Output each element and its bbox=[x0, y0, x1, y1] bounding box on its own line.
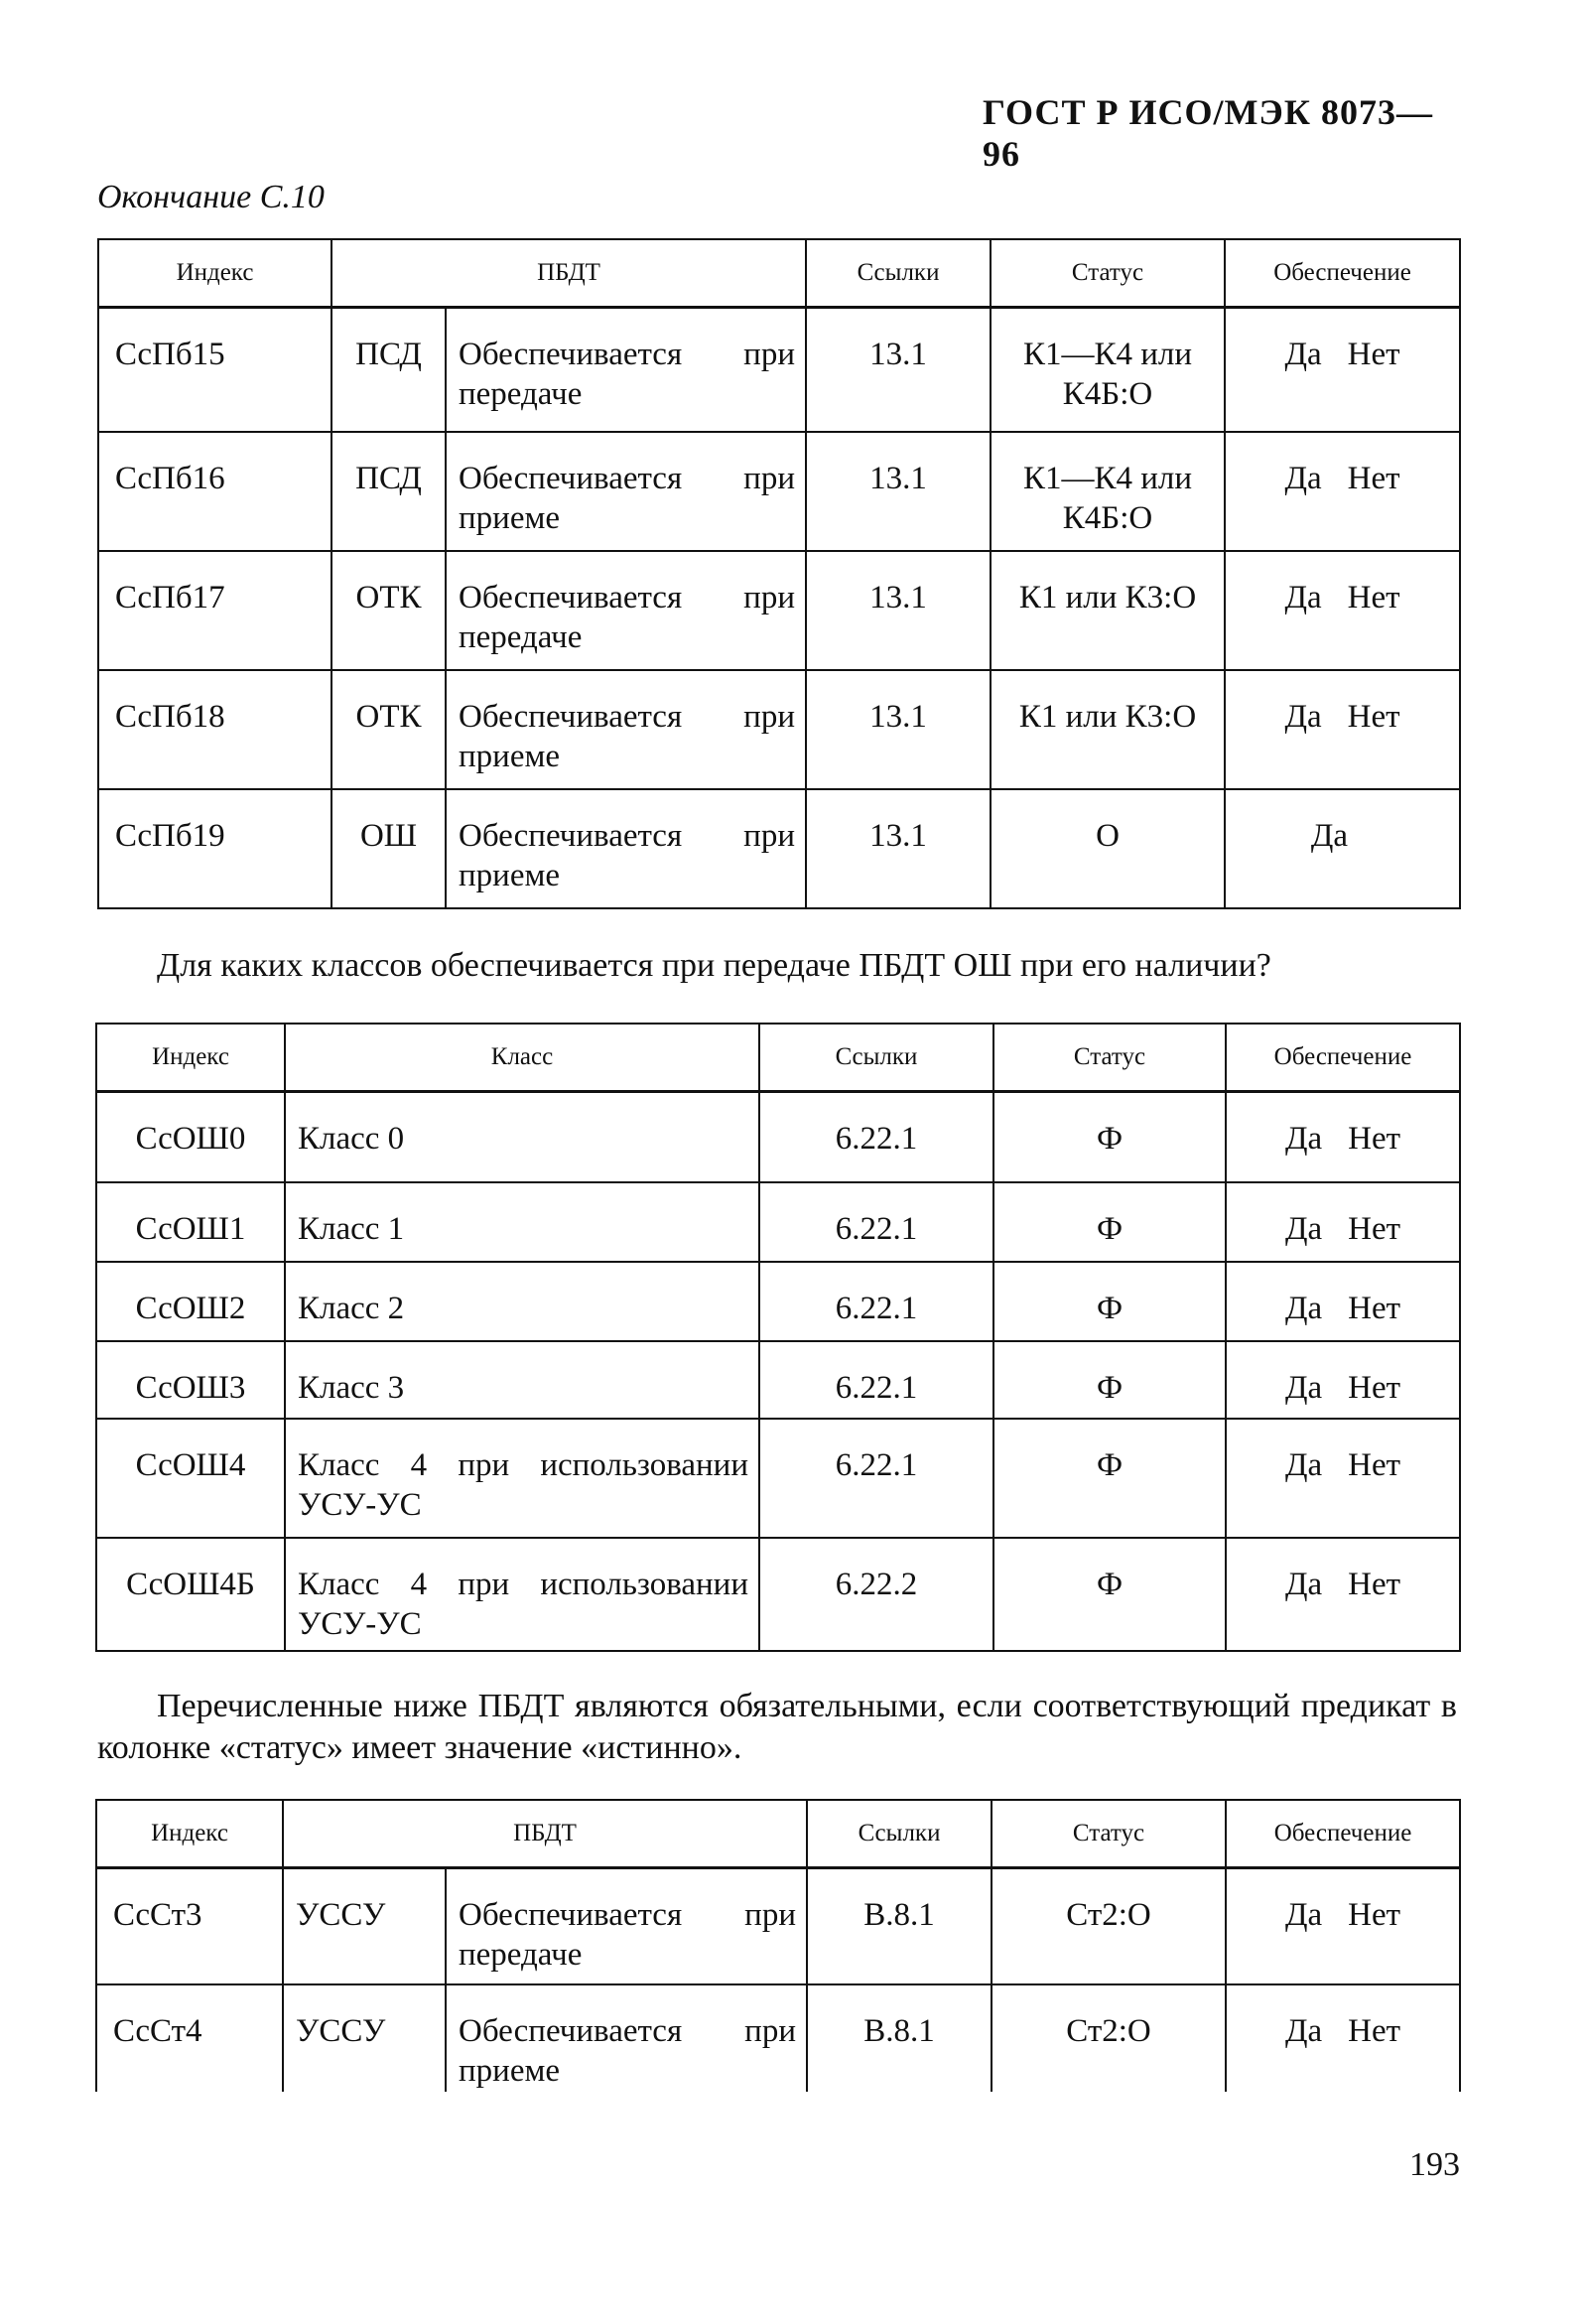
cell-status: Ф bbox=[993, 1419, 1226, 1538]
cell-class: Класс 2 bbox=[285, 1262, 759, 1341]
cell-provision bbox=[1226, 1867, 1460, 1984]
header-refs: Ссылки bbox=[807, 1800, 992, 1867]
cell-code: ОШ bbox=[331, 789, 446, 908]
provision-no: Нет bbox=[1347, 336, 1400, 372]
cell-ref: 13.1 bbox=[806, 670, 991, 789]
provision-yes: Да bbox=[1284, 336, 1322, 372]
cell-desc: Обеспечивается при передаче bbox=[446, 307, 806, 432]
header-pbdt: ПБДТ bbox=[331, 239, 806, 307]
cell-ref: 13.1 bbox=[806, 551, 991, 670]
table-row bbox=[96, 1984, 1460, 2092]
cell-status: К1—К4 или К4Б:О bbox=[991, 307, 1225, 432]
cell-provision bbox=[1226, 1262, 1460, 1341]
cell-ref: 6.22.1 bbox=[759, 1182, 993, 1262]
provision-yes: Да bbox=[1284, 1896, 1323, 1933]
cell-desc: Обеспечивается при передаче bbox=[446, 551, 806, 670]
mandatory-note: Перечисленные ниже ПБДТ являются обязательными, если соответствующий предикат в колонке «статус» имеет значение «истинно». bbox=[97, 1688, 1457, 1766]
provision-yes: Да bbox=[1284, 1120, 1323, 1157]
provision-no: Нет bbox=[1348, 1291, 1401, 1326]
cell-provision bbox=[1225, 670, 1460, 789]
cell-ref: 6.22.1 bbox=[759, 1341, 993, 1419]
provision-no: Нет bbox=[1347, 580, 1400, 615]
cell-code: ОТК bbox=[331, 551, 446, 670]
cell-provision bbox=[1226, 1984, 1460, 2092]
cell-code: ПСД bbox=[331, 432, 446, 551]
table-pbdt-1 bbox=[97, 238, 1461, 909]
provision-yes: Да bbox=[1284, 1291, 1323, 1326]
cell-status: Ф bbox=[993, 1341, 1226, 1419]
provision-yes: Да bbox=[1284, 1567, 1323, 1602]
cell-class: Класс 4 при использовании УСУ-УС bbox=[285, 1419, 759, 1538]
cell-provision bbox=[1226, 1341, 1460, 1419]
cell-status: Ф bbox=[993, 1182, 1226, 1262]
cell-provision bbox=[1226, 1419, 1460, 1538]
page-number: 193 bbox=[1409, 2146, 1460, 2183]
cell-status: Ст2:О bbox=[992, 1867, 1226, 1984]
cell-ref: 6.22.1 bbox=[759, 1091, 993, 1182]
cell-ref: 13.1 bbox=[806, 789, 991, 908]
cell-desc: Обеспечивается при приеме bbox=[446, 432, 806, 551]
provision-yes: Да bbox=[1284, 1447, 1323, 1483]
cell-index: СсОШ4 bbox=[96, 1419, 285, 1538]
cell-provision bbox=[1226, 1091, 1460, 1182]
cell-provision bbox=[1226, 1538, 1460, 1651]
cell-desc: Обеспечивается при приеме bbox=[446, 1984, 807, 2092]
cell-status: Ст2:О bbox=[992, 1984, 1226, 2092]
header-refs: Ссылки bbox=[759, 1024, 993, 1091]
table-pbdt-2 bbox=[95, 1799, 1461, 2092]
provision-yes: Да bbox=[1284, 1370, 1323, 1406]
provision-no: Нет bbox=[1348, 1896, 1401, 1933]
cell-provision bbox=[1225, 307, 1460, 432]
cell-desc: Обеспечивается при передаче bbox=[446, 1867, 807, 1984]
table-row bbox=[96, 1091, 1460, 1182]
provision-no: Нет bbox=[1348, 1211, 1401, 1247]
header-provision: Обеспечение bbox=[1225, 239, 1460, 307]
header-status: Статус bbox=[991, 239, 1225, 307]
cell-index: СсОШ3 bbox=[96, 1341, 285, 1419]
cell-status: Ф bbox=[993, 1538, 1226, 1651]
cell-ref: 13.1 bbox=[806, 307, 991, 432]
table-row bbox=[96, 1867, 1460, 1984]
cell-status: К1 или К3:О bbox=[991, 551, 1225, 670]
table-row bbox=[98, 789, 1460, 908]
cell-index: СсОШ2 bbox=[96, 1262, 285, 1341]
cell-ref: 13.1 bbox=[806, 432, 991, 551]
cell-provision bbox=[1226, 1182, 1460, 1262]
cell-class: Класс 1 bbox=[285, 1182, 759, 1262]
provision-yes: Да bbox=[1284, 580, 1322, 615]
provision-yes: Да bbox=[1284, 2013, 1323, 2049]
cell-ref: 6.22.2 bbox=[759, 1538, 993, 1651]
cell-provision bbox=[1225, 789, 1460, 908]
provision-no: Нет bbox=[1348, 1567, 1401, 1602]
question-text: Для каких классов обеспечивается при передаче ПБДТ ОШ при его наличии? bbox=[157, 947, 1271, 984]
provision-no: Нет bbox=[1348, 1370, 1401, 1406]
cell-desc: Обеспечивается при приеме bbox=[446, 670, 806, 789]
cell-code: ОТК bbox=[331, 670, 446, 789]
table-row bbox=[96, 1538, 1460, 1651]
cell-index: СсПб19 bbox=[98, 789, 331, 908]
cell-class: Класс 3 bbox=[285, 1341, 759, 1419]
provision-no: Нет bbox=[1348, 1120, 1401, 1157]
cell-code: УССУ bbox=[283, 1984, 446, 2092]
cell-status: Ф bbox=[993, 1091, 1226, 1182]
header-provision: Обеспечение bbox=[1226, 1800, 1460, 1867]
cell-ref: 6.22.1 bbox=[759, 1262, 993, 1341]
table-row bbox=[98, 670, 1460, 789]
cell-index: СсСт4 bbox=[96, 1984, 283, 2092]
provision-no: Нет bbox=[1347, 699, 1400, 735]
table-row bbox=[98, 551, 1460, 670]
table-classes bbox=[95, 1023, 1461, 1652]
cell-ref: В.8.1 bbox=[807, 1984, 992, 2092]
cell-index: СсОШ4Б bbox=[96, 1538, 285, 1651]
cell-status: К1 или К3:О bbox=[991, 670, 1225, 789]
cell-desc: Обеспечивается при приеме bbox=[446, 789, 806, 908]
table-row bbox=[98, 432, 1460, 551]
provision-no: Нет bbox=[1347, 461, 1400, 496]
cell-code: ПСД bbox=[331, 307, 446, 432]
cell-class: Класс 4 при использовании УСУ-УС bbox=[285, 1538, 759, 1651]
document-header: ГОСТ Р ИСО/МЭК 8073—96 bbox=[983, 92, 1433, 174]
cell-status: Ф bbox=[993, 1262, 1226, 1341]
header-index: Индекс bbox=[96, 1024, 285, 1091]
table-row bbox=[96, 1419, 1460, 1538]
cell-index: СсСт3 bbox=[96, 1867, 283, 1984]
cell-code: УССУ bbox=[283, 1867, 446, 1984]
cell-class: Класс 0 bbox=[285, 1091, 759, 1182]
cell-index: СсПб17 bbox=[98, 551, 331, 670]
table-caption: Окончание С.10 bbox=[97, 179, 325, 215]
cell-status: К1—К4 или К4Б:О bbox=[991, 432, 1225, 551]
cell-ref: 6.22.1 bbox=[759, 1419, 993, 1538]
header-status: Статус bbox=[993, 1024, 1226, 1091]
table-row bbox=[96, 1341, 1460, 1419]
header-class: Класс bbox=[285, 1024, 759, 1091]
cell-index: СсОШ1 bbox=[96, 1182, 285, 1262]
cell-ref: В.8.1 bbox=[807, 1867, 992, 1984]
cell-index: СсПб15 bbox=[98, 307, 331, 432]
provision-yes: Да bbox=[1284, 461, 1322, 496]
table-row bbox=[96, 1182, 1460, 1262]
cell-index: СсОШ0 bbox=[96, 1091, 285, 1182]
cell-provision bbox=[1225, 432, 1460, 551]
provision-no: Нет bbox=[1348, 1447, 1401, 1483]
cell-index: СсПб18 bbox=[98, 670, 331, 789]
cell-provision bbox=[1225, 551, 1460, 670]
header-pbdt: ПБДТ bbox=[283, 1800, 807, 1867]
header-index: Индекс bbox=[96, 1800, 283, 1867]
provision-yes: Да bbox=[1284, 699, 1322, 735]
provision-yes: Да bbox=[1284, 1211, 1323, 1247]
provision-yes: Да bbox=[1310, 818, 1349, 854]
header-provision: Обеспечение bbox=[1226, 1024, 1460, 1091]
cell-index: СсПб16 bbox=[98, 432, 331, 551]
table-row bbox=[98, 307, 1460, 432]
header-refs: Ссылки bbox=[806, 239, 991, 307]
header-status: Статус bbox=[992, 1800, 1226, 1867]
table-row bbox=[96, 1262, 1460, 1341]
header-index: Индекс bbox=[98, 239, 331, 307]
provision-no: Нет bbox=[1348, 2013, 1401, 2049]
cell-status: О bbox=[991, 789, 1225, 908]
